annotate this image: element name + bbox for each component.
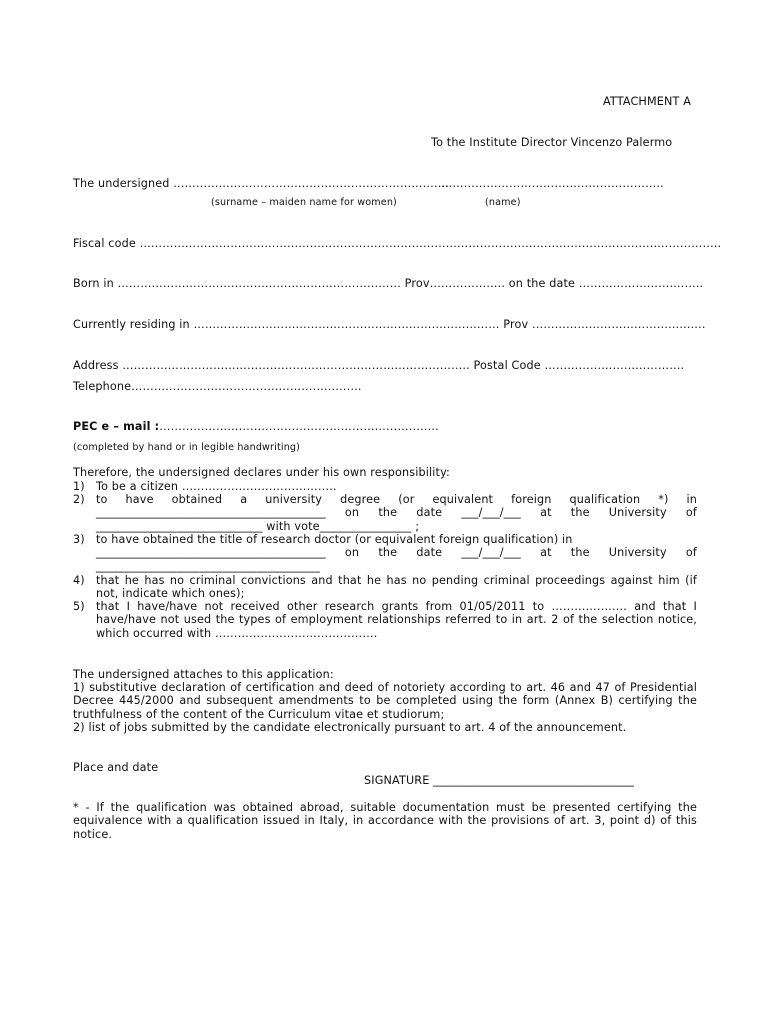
item-text-line: which occurred with ……………………………………. (96, 626, 378, 640)
name-hint: (name) (485, 197, 521, 208)
item-text-line: that I have/have not received other research grants from 01/05/2011 to ………….……. and that I (96, 600, 697, 613)
footnote-line: equivalence with a qualification issued in Italy, in accordance with the provisions of art. 3, point d) of this (73, 814, 697, 828)
item-number: 2) (73, 493, 85, 506)
item-text-line: ________________________________________ on the date ___/___/___ at the University of (96, 506, 697, 520)
residing-field: Currently residing in ……………………………………………………………………… Prov …………………………………..….. (73, 318, 706, 331)
attachment-line: 2) list of jobs submitted by the candidate electronically pursuant to art. 4 of the announcement. (73, 721, 627, 735)
attachments-list (73, 681, 697, 735)
item-text-line: that he has no criminal convictions and that he has no pending criminal proceedings against him (if (96, 574, 697, 587)
pec-dots: ……………………………………………………………….. (159, 420, 439, 433)
declaration-item-1 (73, 480, 697, 493)
declaration-intro: Therefore, the undersigned declares under his own responsibility: (73, 466, 450, 479)
attachment-line: 1) substitutive declaration of certification and deed of notoriety according to art. 46 and 47 of Presidential (73, 681, 697, 694)
attachment-line: truthfulness of the content of the Curriculum vitae et studiorum; (73, 707, 445, 721)
footnote-line: notice. (73, 827, 113, 841)
pec-field (73, 420, 439, 433)
place-and-date: Place and date (73, 761, 159, 774)
item-text-line: to have obtained the title of research doctor (or equivalent foreign qualification) in (96, 533, 573, 546)
declaration-item-5 (73, 600, 697, 640)
born-in-field: Born in ………………………………………………………………… Prov…………….…. on the date …………………….…….. (73, 277, 704, 290)
item-number: 5) (73, 600, 85, 613)
item-number: 1) (73, 480, 85, 493)
addressee-line: To the Institute Director Vincenzo Palermo (431, 136, 673, 149)
declaration-item-4 (73, 574, 697, 601)
attachments-intro: The undersigned attaches to this application: (73, 668, 334, 681)
handwriting-note: (completed by hand or in legible handwriting) (73, 442, 301, 453)
undersigned-name-field: ………………………………………………….. (441, 177, 664, 190)
item-text-line: ________________________________________ on the date ___/___/___ at the University of (96, 546, 697, 560)
fiscal-code-field: Fiscal code ………………………………………………………………………………………………………………………..…………….. (73, 237, 722, 250)
surname-hint: (surname – maiden name for women) (211, 197, 397, 208)
item-text-line: _____________________________ with vote________________ ; (96, 519, 420, 533)
item-text-line: _______________________________________ (96, 559, 321, 573)
declaration-item-2 (73, 493, 697, 533)
declaration-item-3 (73, 533, 697, 573)
item-text: To be a citizen ………………………………….. (96, 480, 337, 493)
footnote (73, 801, 697, 841)
attachment-line: Decree 445/2000 and subsequent amendments to be completed using the form (Annex B) certifying the (73, 694, 697, 708)
item-number: 4) (73, 574, 85, 587)
signature-line: SIGNATURE ___________________________________ (364, 774, 635, 787)
address-field: Address ……………………………………………………………………………….. Postal Code ………………………………. (73, 359, 685, 372)
undersigned-field: The undersigned ………………………………………………………………. (73, 177, 450, 190)
item-text-line: to have obtained a university degree (or equivalent foreign qualification *) in (96, 493, 697, 506)
item-text-line: have/have not used the types of employment relationships referred to in art. 2 of the selection notice, (96, 613, 697, 627)
item-number: 3) (73, 533, 85, 546)
pec-label: PEC e – mail : (73, 420, 160, 433)
footnote-line: * - If the qualification was obtained abroad, suitable documentation must be presented certifying the (73, 801, 697, 814)
item-text-line: not, indicate which ones); (96, 587, 245, 601)
attachment-label: ATTACHMENT A (603, 95, 691, 108)
telephone-field: Telephone……………………………………………………. (73, 380, 362, 393)
